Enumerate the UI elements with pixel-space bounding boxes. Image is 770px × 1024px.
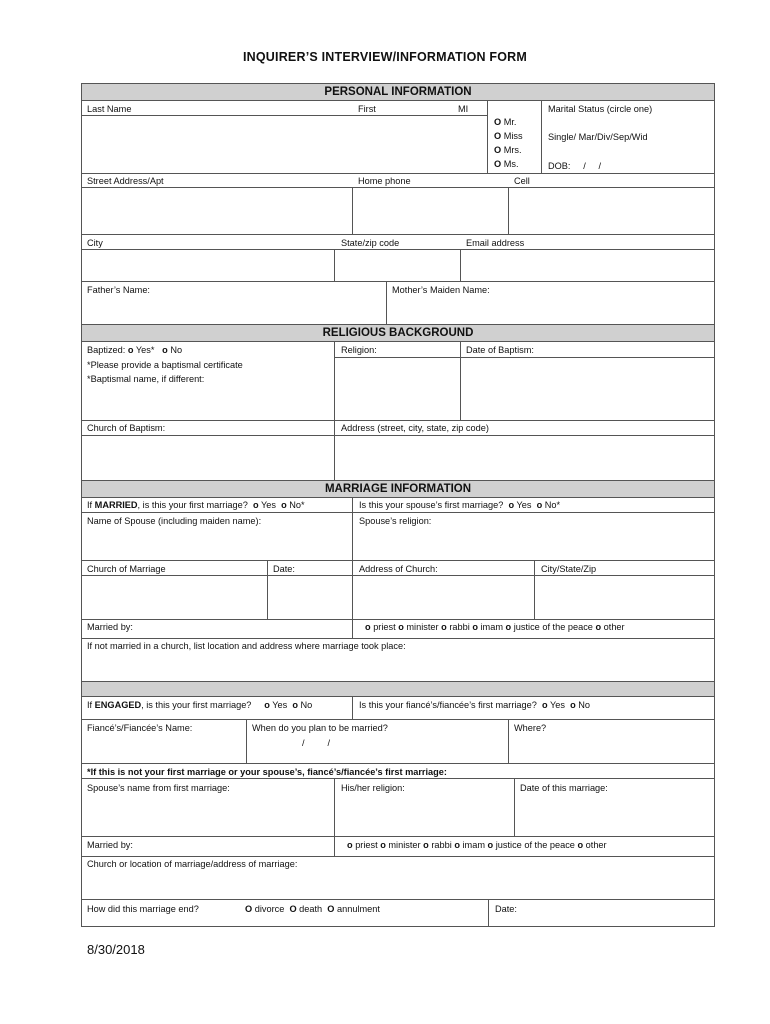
prior-married-by-label: Married by: — [87, 840, 133, 850]
row-line — [81, 619, 715, 620]
city-state-zip-label: City/State/Zip — [541, 564, 597, 574]
col-line — [334, 249, 335, 281]
church-address-label: Address of Church: — [359, 564, 438, 574]
first-name-label: First — [358, 104, 376, 114]
border-right — [714, 498, 715, 927]
married-by-label: Married by: — [87, 622, 133, 632]
col-line — [460, 249, 461, 281]
title-option-mrs[interactable]: O Mrs. — [494, 145, 522, 155]
row-line — [81, 763, 715, 764]
officiant-option-other[interactable]: o other — [595, 622, 625, 632]
section-header-personal: PERSONAL INFORMATION — [81, 83, 715, 101]
row-line — [81, 778, 715, 779]
col-line — [352, 697, 353, 719]
wedding-location-label: Where? — [514, 723, 547, 733]
col-line — [541, 101, 542, 173]
row-line — [81, 234, 715, 235]
form-title: INQUIRER’S INTERVIEW/INFORMATION FORM — [242, 50, 528, 64]
state-zip-label: State/zip code — [341, 238, 400, 248]
col-line — [487, 101, 488, 173]
marriage-end-options — [245, 903, 380, 915]
prior-church-location-label: Church or location of marriage/address of marriage: — [87, 859, 298, 869]
marital-options[interactable]: Single/ Mar/Div/Sep/Wid — [548, 132, 648, 142]
spouse-religion-label: Spouse’s religion: — [359, 516, 432, 526]
row-line — [81, 856, 715, 857]
row-line — [81, 435, 715, 436]
marital-status-label: Marital Status (circle one) — [548, 104, 653, 114]
col-line — [508, 187, 509, 234]
fiance-name-label: Fiancé’s/Fiancée’s Name: — [87, 723, 193, 733]
row-line — [81, 115, 488, 116]
date-of-baptism-label: Date of Baptism: — [466, 345, 534, 355]
prior-officiant-option-rabbi[interactable]: o rabbi — [423, 840, 452, 850]
prior-officiant-option-imam[interactable]: o imam — [454, 840, 485, 850]
prior-marriage-heading: *If this is not your first marriage or your spouse’s, fiancé’s/fiancée’s first marriage: — [87, 767, 447, 777]
end-option-annulment[interactable]: O annulment — [327, 904, 380, 914]
marriage-end-date-label: Date: — [495, 904, 517, 914]
church-of-baptism-label: Church of Baptism: — [87, 423, 166, 433]
col-line — [334, 420, 335, 481]
officiant-options — [365, 621, 625, 633]
col-line — [386, 281, 387, 324]
row-line — [81, 187, 715, 188]
section-header-marriage: MARRIAGE INFORMATION — [81, 480, 715, 498]
baptismal-certificate-note: *Please provide a baptismal certificate — [87, 360, 243, 370]
row-line — [81, 719, 715, 720]
row-line — [334, 357, 715, 358]
officiant-option-priest[interactable]: o priest — [365, 622, 396, 632]
border-left — [81, 101, 82, 324]
officiant-option-minister[interactable]: o minister — [398, 622, 439, 632]
prior-spouse-name-label: Spouse’s name from first marriage: — [87, 783, 230, 793]
title-option-miss[interactable]: O Miss — [494, 131, 523, 141]
city-label: City — [87, 238, 103, 248]
religion-label: Religion: — [341, 345, 377, 355]
title-option-mr[interactable]: O Mr. — [494, 117, 517, 127]
marriage-date-label: Date: — [273, 564, 295, 574]
col-line — [352, 187, 353, 234]
row-line — [81, 420, 715, 421]
wedding-date-slashes: / / — [302, 738, 331, 748]
mother-maiden-name-label: Mother’s Maiden Name: — [392, 285, 490, 295]
col-line — [514, 778, 515, 836]
last-name-label: Last Name — [87, 104, 132, 114]
section-divider — [81, 681, 715, 697]
father-name-label: Father’s Name: — [87, 285, 150, 295]
officiant-option-imam[interactable]: o imam — [472, 622, 503, 632]
row-line — [81, 173, 715, 174]
baptized-question: Baptized: o Yes* o No — [87, 345, 183, 355]
baptismal-name-note: *Baptismal name, if different: — [87, 374, 205, 384]
section-header-religious: RELIGIOUS BACKGROUND — [81, 324, 715, 342]
street-address-label: Street Address/Apt — [87, 176, 164, 186]
baptism-address-label: Address (street, city, state, zip code) — [341, 423, 489, 433]
row-line — [81, 836, 715, 837]
spouse-first-marriage-question: Is this your spouse’s first marriage? o Yes o No* — [359, 500, 561, 510]
end-option-divorce[interactable]: O divorce — [245, 904, 285, 914]
first-marriage-question: If MARRIED, is this your first marriage? o Yes o No* — [87, 500, 305, 510]
fiance-first-marriage-question: Is this your fiancé’s/fiancée’s first marriage? o Yes o No — [359, 700, 591, 710]
border-right — [714, 101, 715, 324]
col-line — [334, 342, 335, 420]
col-line — [352, 498, 353, 560]
mi-label: MI — [458, 104, 469, 114]
row-line — [81, 249, 715, 250]
row-line — [81, 899, 715, 900]
not-in-church-label: If not married in a church, list location and address where marriage took place: — [87, 641, 406, 651]
wedding-date-label: When do you plan to be married? — [252, 723, 388, 733]
email-label: Email address — [466, 238, 525, 248]
col-line — [352, 619, 353, 638]
cell-label: Cell — [514, 176, 530, 186]
engaged-first-marriage-question: If ENGAGED, is this your first marriage? o Yes o No — [87, 700, 313, 710]
prior-officiant-option-other[interactable]: o other — [577, 840, 607, 850]
prior-marriage-date-label: Date of this marriage: — [520, 783, 608, 793]
border-right — [714, 342, 715, 481]
title-option-ms[interactable]: O Ms. — [494, 159, 519, 169]
row-line — [81, 512, 715, 513]
row-line — [81, 560, 715, 561]
prior-officiant-options — [347, 839, 607, 851]
col-line — [488, 899, 489, 927]
marriage-end-label: How did this marriage end? — [87, 904, 199, 914]
row-line — [81, 926, 715, 927]
officiant-option-rabbi[interactable]: o rabbi — [441, 622, 470, 632]
prior-officiant-option-minister[interactable]: o minister — [380, 840, 421, 850]
dob-label: DOB: / / — [548, 161, 602, 171]
church-of-marriage-label: Church of Marriage — [87, 564, 166, 574]
home-phone-label: Home phone — [358, 176, 411, 186]
officiant-option-justice[interactable]: o justice of the peace — [505, 622, 593, 632]
col-line — [460, 342, 461, 420]
col-line — [246, 719, 247, 763]
border-left — [81, 342, 82, 481]
row-line — [81, 638, 715, 639]
col-line — [508, 719, 509, 763]
col-line — [267, 560, 268, 619]
border-left — [81, 498, 82, 927]
row-line — [81, 575, 715, 576]
col-line — [334, 778, 335, 856]
col-line — [534, 560, 535, 619]
row-line — [81, 281, 715, 282]
footer-date: 8/30/2018 — [87, 942, 145, 957]
col-line — [352, 560, 353, 619]
prior-officiant-option-priest[interactable]: o priest — [347, 840, 378, 850]
end-option-death[interactable]: O death — [289, 904, 323, 914]
prior-spouse-religion-label: His/her religion: — [341, 783, 405, 793]
prior-officiant-option-justice[interactable]: o justice of the peace — [487, 840, 575, 850]
spouse-name-label: Name of Spouse (including maiden name): — [87, 516, 262, 526]
